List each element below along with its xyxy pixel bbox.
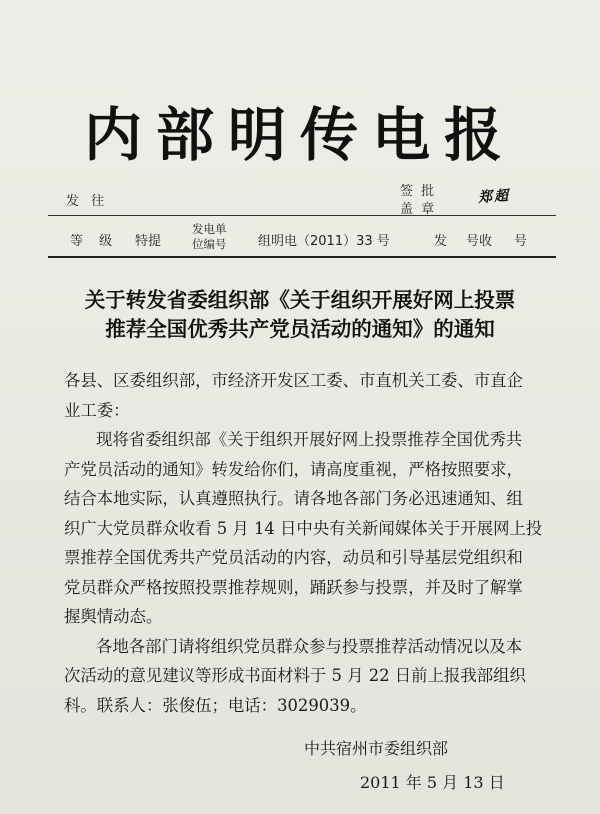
number-label: 号 [514, 234, 528, 249]
document-heading-line1: 关于转发省委组织部《关于组织开展好网上投票 [84, 288, 516, 312]
paragraph1-line: 党员群众严格按照投票推荐规则，踊跃参与投票，并及时了解掌 [64, 577, 523, 597]
info-divider [48, 256, 556, 258]
paragraph1-line: 织广大党员群众收看 5 月 14 日中央有关新闻媒体关于开展网上投 [64, 518, 543, 538]
grade-value: 特提 [135, 234, 162, 249]
document-number: 组明电（2011）33 号 [258, 234, 390, 249]
salutation-line2: 业工委： [64, 400, 130, 420]
signature-organization: 中共宿州市委组织部 [304, 739, 449, 758]
paragraph1-line: 票推荐全国优秀共产党员活动的内容，动员和引导基层党组织和 [64, 548, 523, 567]
page-title: 内部明传电报 [83, 101, 516, 169]
receive-label: 号收 [466, 234, 493, 249]
paragraph2-line: 科。联系人：张俊伍；电话：3029039。 [64, 695, 367, 715]
salutation-line1: 各县、区委组织部，市经济开发区工委、市直机关工委、市直企 [64, 371, 523, 390]
grade-label: 等 级 [70, 234, 119, 249]
header-divider [48, 215, 556, 216]
paragraph2-line: 各地各部门请将组织党员群众参与投票推荐活动情况以及本 [96, 636, 523, 656]
send-to-label: 发 往 [66, 194, 109, 209]
paragraph2-line: 次活动的意见建议等形成书面材料于 5 月 22 日前上报我部组织 [64, 666, 526, 685]
sign-approve-label: 签 批 [400, 184, 437, 199]
unit-label-line1: 发电单 [192, 222, 227, 236]
paragraph1-line: 结合本地实际，认真遵照执行。请各地各部门务必迅速通知、组 [64, 489, 523, 508]
paragraph1-line: 握舆情动态。 [64, 607, 163, 626]
signer-signature: 郑超 [477, 187, 511, 207]
paragraph1-line: 产党员活动的通知》转发给你们，请高度重视，严格按照要求， [64, 459, 523, 479]
document-heading-line2: 推荐全国优秀共产党员活动的通知》的通知 [105, 317, 495, 341]
seal-label: 盖 章 [400, 202, 437, 217]
send-label: 发 [434, 234, 448, 249]
signature-date: 2011 年 5 月 13 日 [360, 773, 505, 792]
unit-label-line2: 位编号 [192, 237, 227, 251]
paragraph1-line: 现将省委组织部《关于组织开展好网上投票推荐全国优秀共 [96, 430, 523, 449]
